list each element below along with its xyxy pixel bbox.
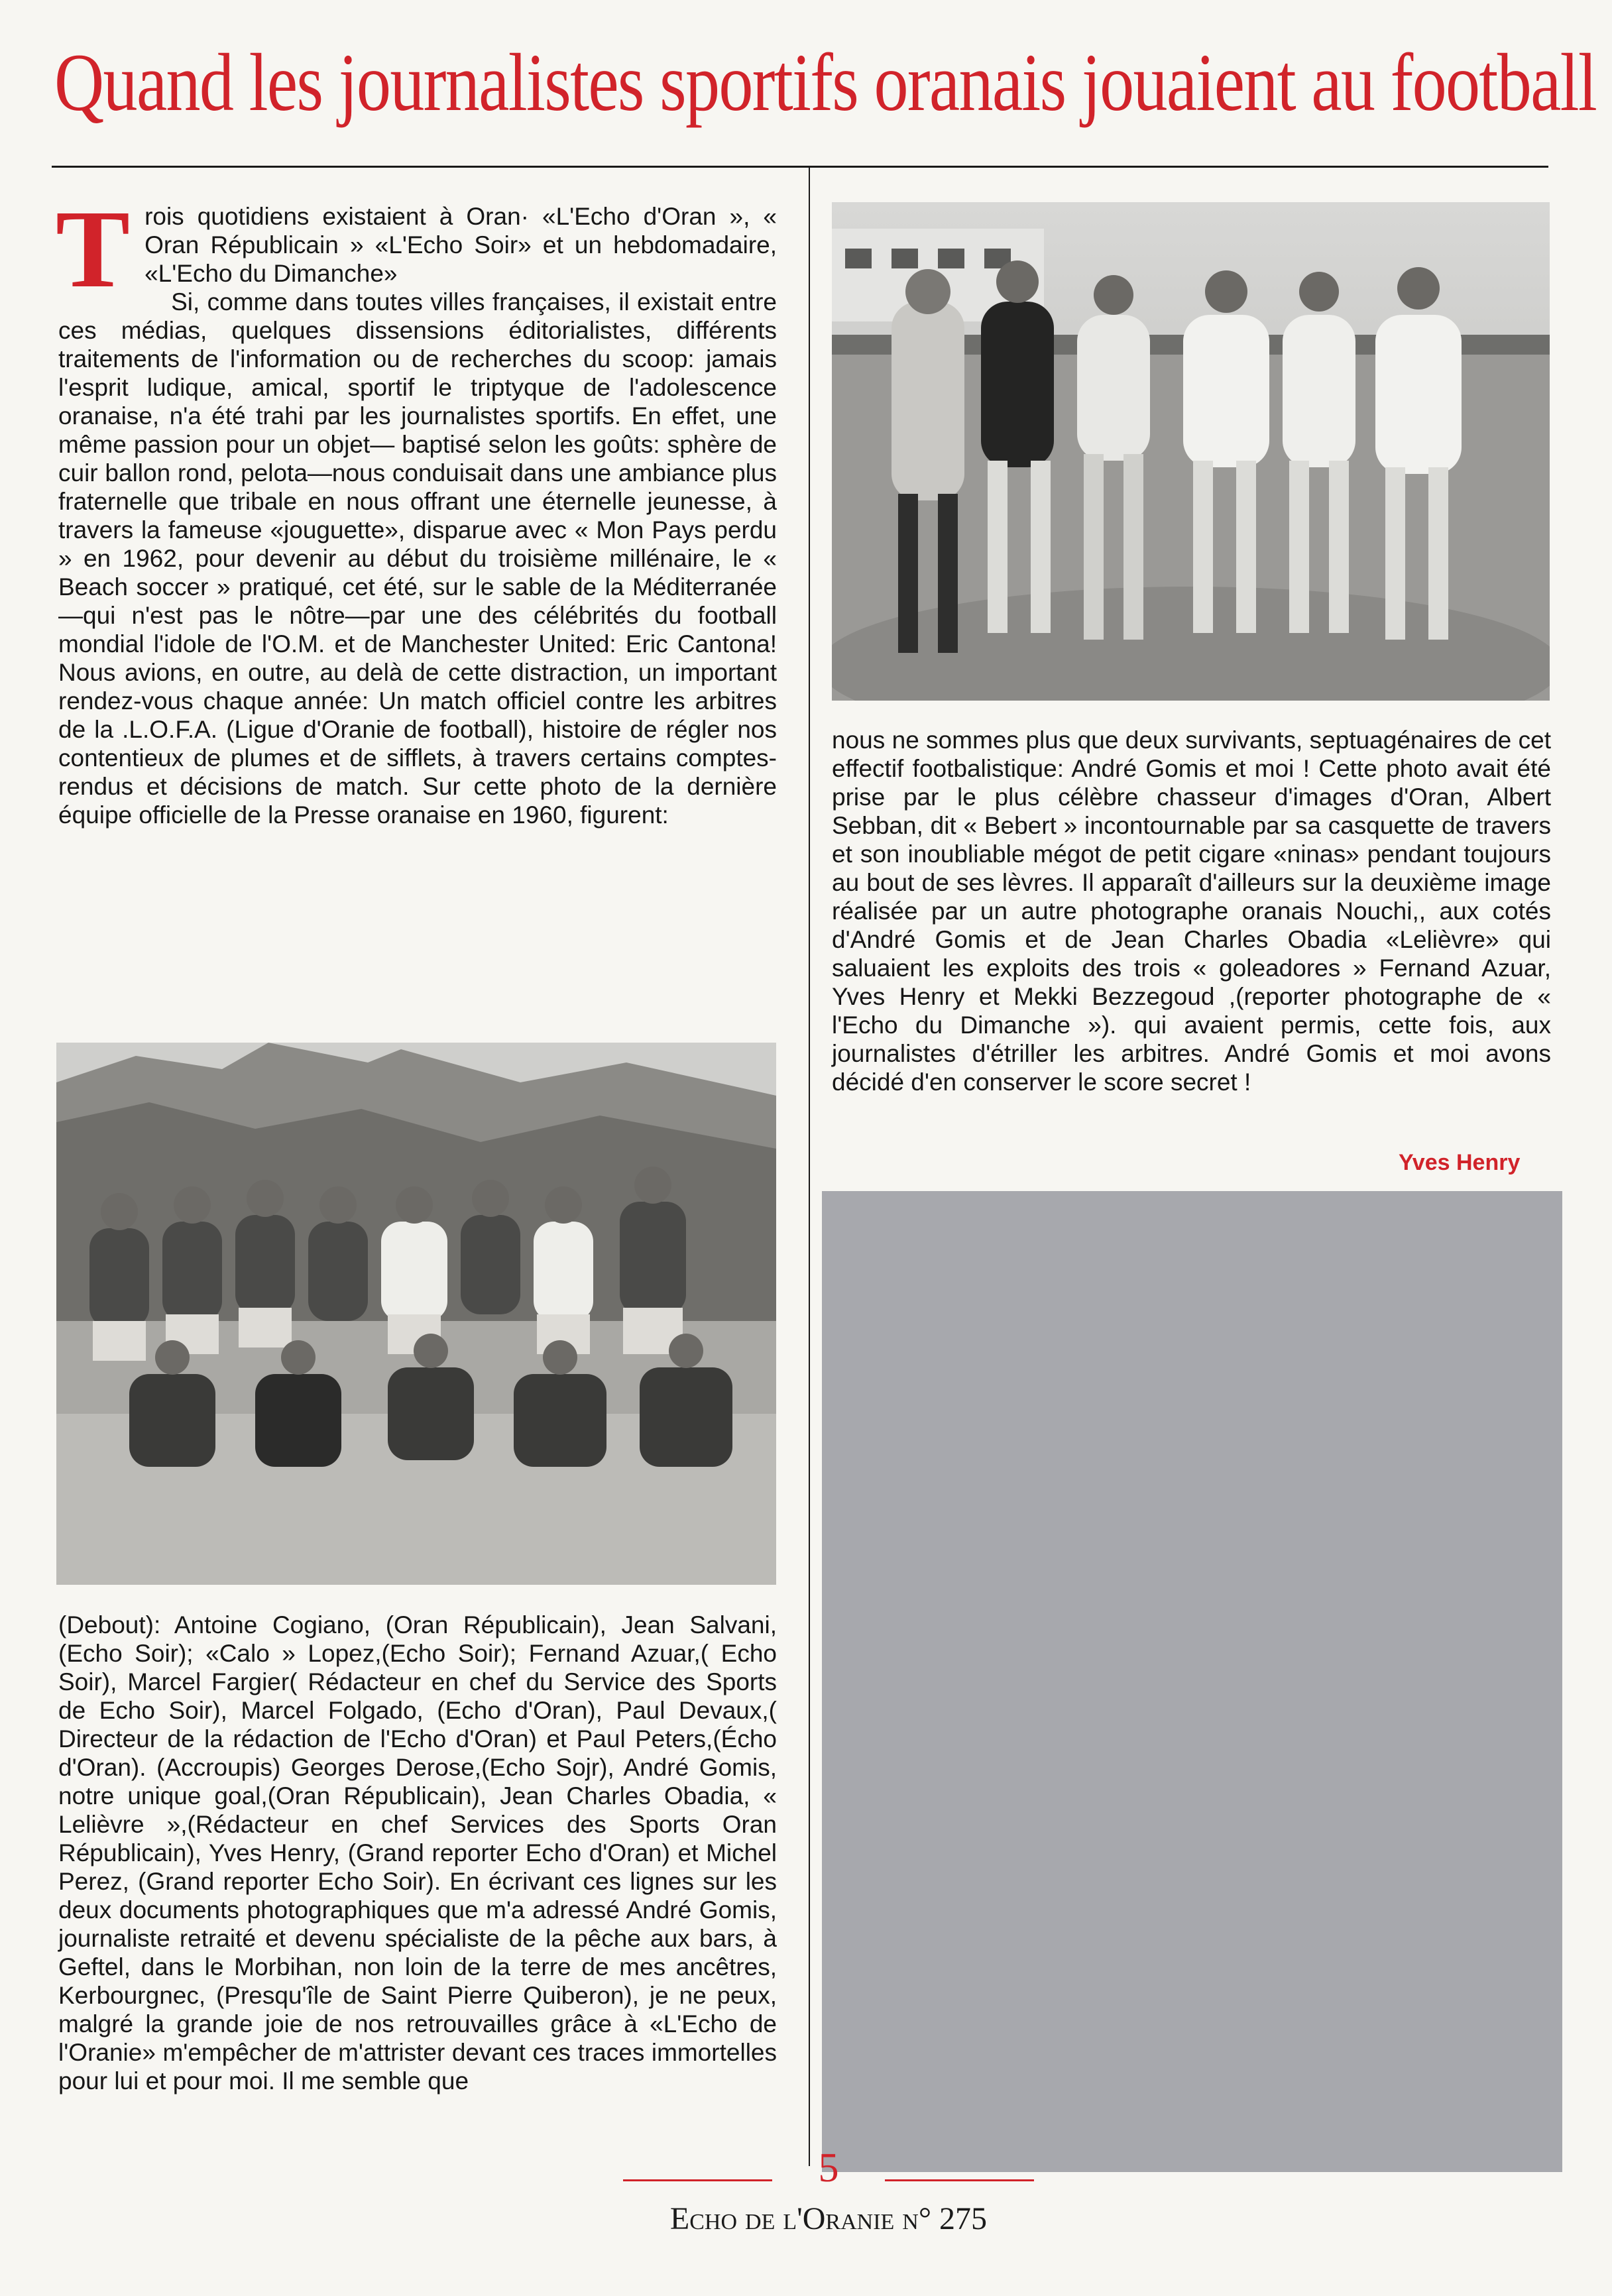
intro-paragraph-1: rois quotidiens existaient à Oran· «L'Echo d'Oran », « Oran Républicain » «L'Echo Soir» et un hebdomadaire, «L'Echo du Dimanche» [144,203,777,287]
page-footer [623,2148,1034,2237]
intro-paragraph-2: Si, comme dans toutes villes françaises, il existait entre ces médias, quelques dissensions éditorialistes, différents traitements de l'information ou de recherches du scoop: jamais l'esprit ludique, amical, sportif le triptyque de l'adolescence oranaise, n'a été trahi par les journalistes sportifs. En effet, une même passion pour un objet— baptisé selon les goûts: sphère de cuir ballon rond, pelota—nous conduisait dans une ambiance plus fraternelle que tribale en nous offrant une éternelle jeunesse, à travers la fameuse «jouguette», disparue avec « Mon Pays perdu » en 1962, pour devenir au début du troisième millénaire, le « Beach soccer » pratiqué, cet été, sur le sable de la Méditerranée—qui n'est pas le nôtre—par une des célébrités du football mondial l'idole de l'O.M. et de Manchester United: Eric Cantona! Nous avions, en outre, au delà de cette distraction, un important rendez-vous chaque année: Un match officiel contre les arbitres de la .L.O.F.A. (Ligue d'Oranie de football), histoire de régler nos contentieux de plumes et de sifflets, à travers certains comptes-rendus et décisions de match. Sur cette photo de la dernière équipe officielle de la Presse oranaise en 1960, figurent: [58,288,777,829]
title-rule [52,166,1548,168]
footer-rule-left [623,2179,772,2181]
column-divider [809,168,810,2166]
publication-name: Echo de l'Oranie n° 275 [669,2201,988,2236]
right-column-text [832,726,1551,1096]
blank-gray-panel [822,1191,1562,2172]
article-title: Quand les journalistes sportifs oranais jouaient au football [54,37,1597,128]
page-number: 5 [818,2146,839,2191]
caption-paragraph: (Debout): Antoine Cogiano, (Oran Républicain), Jean Salvani,(Echo Soir); «Calo » Lopez,(Echo Soir); Fernand Azuar,( Echo Soir), Marcel Fargier( Rédacteur en chef du Service des Sports de Echo Soir), Marcel Folgado, (Echo d'Oran), Paul Devaux,( Directeur de la rédaction de l'Echo d'Oran) et Paul Peters,(Écho d'Oran). (Accroupis) Georges Derose,(Echo Sojr), André Gomis, notre unique goal,(Oran Républicain), Jean Charles Obadia, « Lelièvre »,(Rédacteur en chef Services des Sports Oran Républicain), Yves Henry, (Grand reporter Echo d'Oran) et Michel Perez, (Grand reporter Echo Soir). En écrivant ces lignes sur les deux documents photographiques que m'a adressé André Gomis, journaliste retraité et devenu spécialiste de la pêche aux bars, à Geftel, dans le Morbihan, non loin de la terre de mes ancêtres, Kerbourgnec, (Presqu'île de Saint Pierre Quiberon), je ne peux, malgré la grande joie de nos retrouvailles grâce à «L'Echo de l'Oranie» m'empêcher de m'attrister devant ces traces immortelles pour lui et pour moi. Il me semble que [58,1611,777,2095]
photo-press-team [56,1043,776,1585]
right-paragraph: nous ne sommes plus que deux survivants, septuagénaires de cet effectif footbalistique: André Gomis et moi ! Cette photo avait été prise par le plus célèbre chasseur d'images d'Oran, Albert Sebban, dit « Bebert » incontournable par sa casquette de travers et son inoubliable mégot de petit cigare «ninas» pendant toujours au bout de ses lèvres. Il apparaît d'ailleurs sur la deuxième image réalisée par un autre photographe oranais Nouchi,, aux cotés d'André Gomis et de Jean Charles Obadia «Lelièvre» qui saluaient les exploits des trois « goleadores » Fernand Azuar, Yves Henry et Mekki Bezzegoud ,(reporter photographe de « l'Echo du Dimanche »). qui avaient permis, cette fois, aux journalistes d'étriller les arbitres. André Gomis et moi avons décidé d'en conserver le score secret ! [832,726,1551,1096]
caption-text [58,1611,777,2095]
drop-cap: T [56,188,131,311]
footer-rule-right [885,2179,1034,2181]
photo-players-standing [832,202,1550,701]
intro-text [56,188,777,829]
author-signature: Yves Henry [1399,1150,1521,1175]
